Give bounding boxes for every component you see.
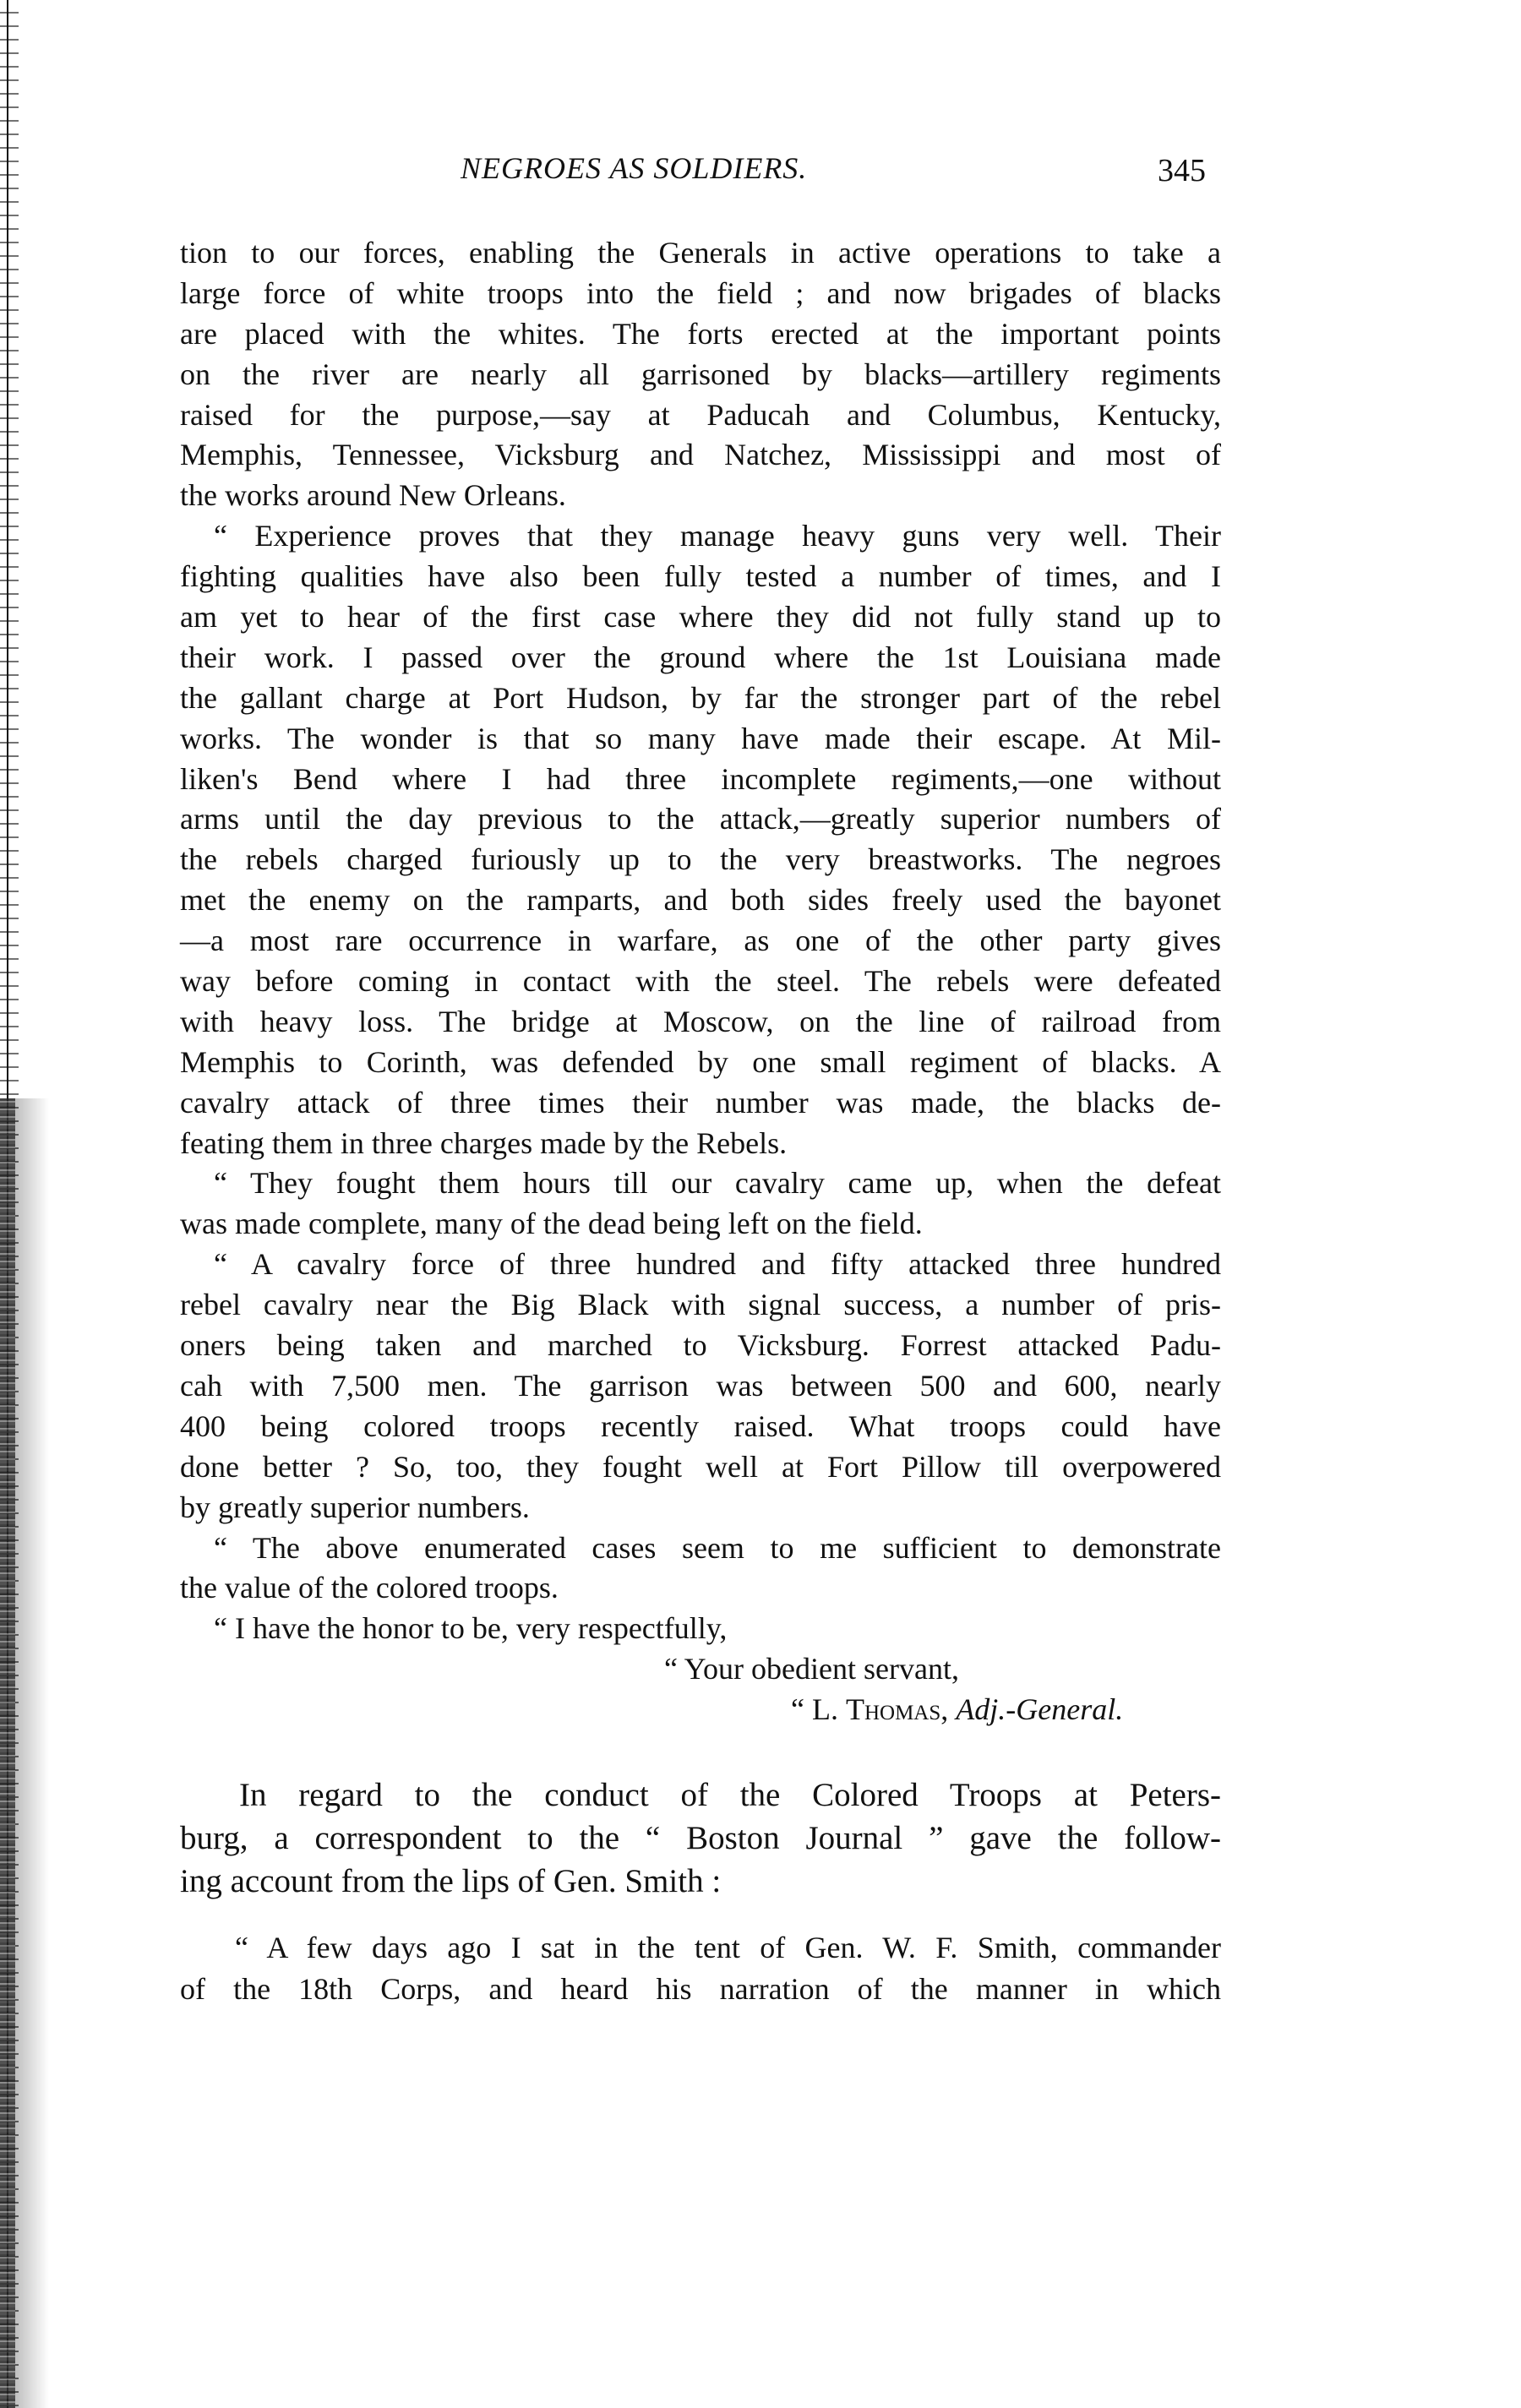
text-line: arms until the day previous to the attack,—greatly superior numbers of bbox=[180, 802, 1221, 836]
signature-separator: , bbox=[940, 1692, 957, 1727]
text-line: In regard to the conduct of the Colored Troops at Peters- bbox=[239, 1777, 1221, 1813]
signature-name: Thomas bbox=[845, 1692, 941, 1727]
signature-prefix: “ L. bbox=[791, 1692, 846, 1727]
text-line: done better ? So, too, they fought well at Fort Pillow till overpowered bbox=[180, 1449, 1221, 1484]
text-line: the value of the colored troops. bbox=[180, 1571, 559, 1605]
page-number: 345 bbox=[1158, 153, 1206, 188]
text-line: oners being taken and marched to Vicksburg. Forrest attacked Padu- bbox=[180, 1328, 1221, 1363]
text-line: on the river are nearly all garrisoned by blacks—artillery regiments bbox=[180, 357, 1221, 391]
text-line: 400 being colored troops recently raised. What troops could have bbox=[180, 1408, 1221, 1443]
text-line: cah with 7,500 men. The garrison was between 500 and 600, nearly bbox=[180, 1368, 1221, 1403]
text-line: —a most rare occurrence in warfare, as one of the other party gives bbox=[180, 923, 1221, 958]
text-line: large force of white troops into the field ; and now brigades of blacks bbox=[180, 275, 1221, 310]
text-line: am yet to hear of the first case where they did not fully stand up to bbox=[180, 600, 1221, 635]
text-line: met the enemy on the ramparts, and both sides freely used the bayonet bbox=[180, 883, 1221, 918]
text-line: cavalry attack of three times their number was made, the blacks de- bbox=[180, 1085, 1221, 1120]
letter-text bbox=[180, 233, 1221, 1730]
text-line: “ They fought them hours till our cavalry came up, when the defeat bbox=[214, 1166, 1221, 1201]
running-head bbox=[180, 150, 1221, 193]
text-line: “ The above enumerated cases seem to me sufficient to demonstrate bbox=[214, 1530, 1221, 1565]
text-line: their work. I passed over the ground where the 1st Louisiana made bbox=[180, 640, 1221, 674]
text-line: burg, a correspondent to the “ Boston Journal ” gave the follow- bbox=[180, 1820, 1221, 1856]
text-line: rebel cavalry near the Big Black with signal success, a number of pris- bbox=[180, 1288, 1221, 1322]
text-line: fighting qualities have also been fully tested a number of times, and I bbox=[180, 559, 1221, 594]
text-line: by greatly superior numbers. bbox=[180, 1490, 530, 1524]
running-title: NEGROES AS SOLDIERS. bbox=[461, 151, 808, 185]
text-line: Memphis, Tennessee, Vicksburg and Natchez, Mississippi and most of bbox=[180, 438, 1221, 472]
text-line: was made complete, many of the dead being left on the field. bbox=[180, 1207, 923, 1241]
letter-signature bbox=[180, 1690, 1221, 1730]
text-line: with heavy loss. The bridge at Moscow, on the line of railroad from bbox=[180, 1004, 1221, 1038]
scan-gutter-shadow bbox=[0, 1098, 15, 2408]
text-line: way before coming in contact with the steel. The rebels were defeated bbox=[180, 964, 1221, 999]
text-line: “ Experience proves that they manage heavy guns very well. Their bbox=[214, 519, 1221, 553]
text-line: Memphis to Corinth, was defended by one small regiment of blacks. A bbox=[180, 1044, 1221, 1079]
quoted-paragraph bbox=[180, 1927, 1221, 2009]
text-line: “ A cavalry force of three hundred and fifty attacked three hundred bbox=[214, 1247, 1221, 1282]
text-line: “ I have the honor to be, very respectfully, bbox=[214, 1611, 728, 1646]
text-line: are placed with the whites. The forts erected at the important points bbox=[180, 316, 1221, 351]
signature-title: Adj.-General. bbox=[956, 1692, 1124, 1727]
text-line: feating them in three charges made by the Rebels. bbox=[180, 1125, 788, 1160]
scan-gutter-fade bbox=[15, 1098, 49, 2408]
text-line: “ A few days ago I sat in the tent of Gen. W. F. Smith, commander bbox=[235, 1931, 1221, 1964]
text-line: the rebels charged furiously up to the very breastworks. The negroes bbox=[180, 842, 1221, 877]
text-line: liken's Bend where I had three incomplete regiments,—one without bbox=[180, 761, 1221, 796]
narrative-paragraph bbox=[180, 1773, 1221, 1903]
text-line: raised for the purpose,—say at Paducah and Columbus, Kentucky, bbox=[180, 397, 1221, 432]
text-line: tion to our forces, enabling the Generals in active operations to take a bbox=[180, 236, 1221, 270]
text-line: ing account from the lips of Gen. Smith : bbox=[180, 1863, 722, 1899]
text-line: works. The wonder is that so many have made their escape. At Mil- bbox=[180, 721, 1221, 755]
text-line: of the 18th Corps, and heard his narration of the manner in which bbox=[180, 1971, 1221, 2006]
letter-closing: “ Your obedient servant, bbox=[664, 1652, 959, 1686]
text-line: the gallant charge at Port Hudson, by far the stronger part of the rebel bbox=[180, 680, 1221, 715]
text-line: the works around New Orleans. bbox=[180, 478, 566, 513]
